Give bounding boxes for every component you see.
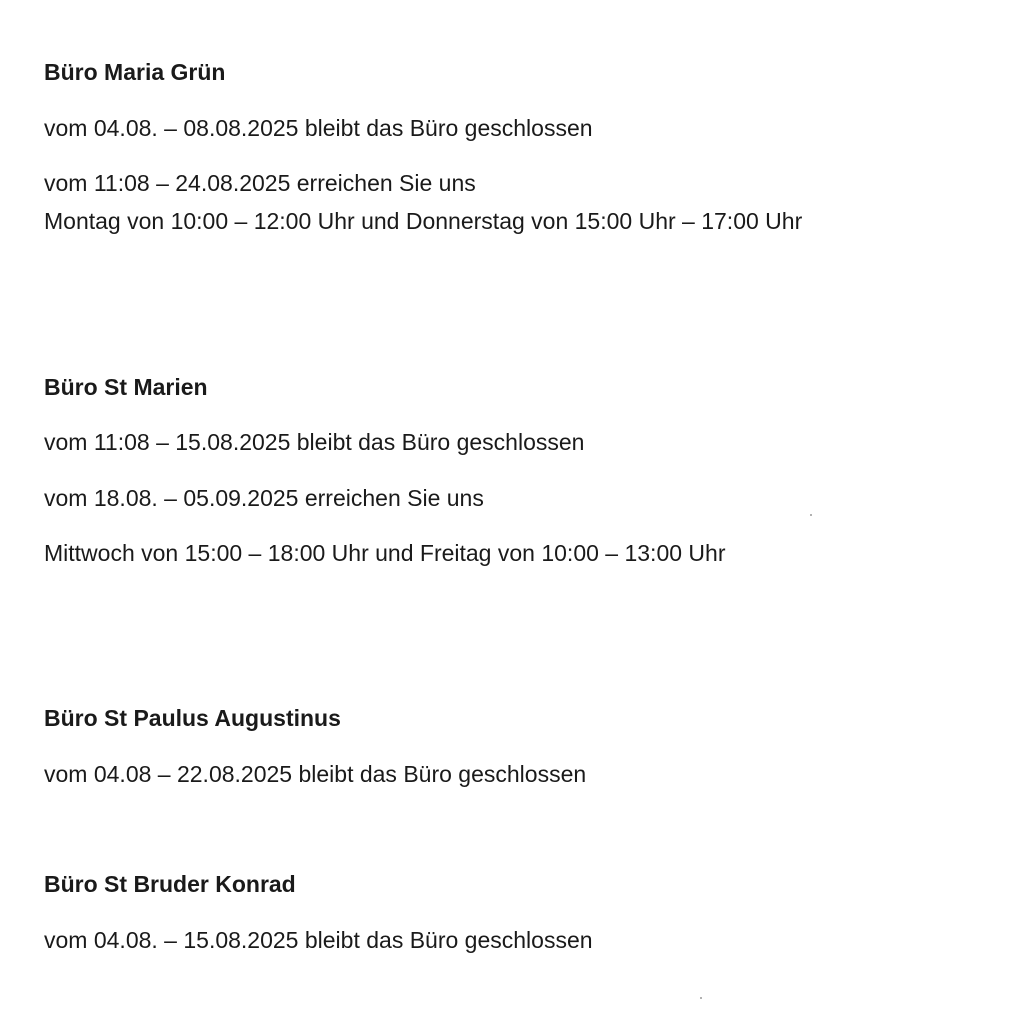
- section-heading-maria-gruen: Büro Maria Grün: [44, 59, 226, 85]
- closure-line: vom 11:08 – 15.08.2025 bleibt das Büro geschlossen: [44, 429, 585, 455]
- scan-speck: [700, 997, 702, 999]
- hours-line: Mittwoch von 15:00 – 18:00 Uhr und Freitag von 10:00 – 13:00 Uhr: [44, 540, 726, 566]
- section-heading-st-bruder-konrad: Büro St Bruder Konrad: [44, 871, 296, 897]
- availability-line: vom 18.08. – 05.09.2025 erreichen Sie uns: [44, 485, 484, 511]
- section-heading-st-marien: Büro St Marien: [44, 374, 208, 400]
- section-heading-st-paulus-augustinus: Büro St Paulus Augustinus: [44, 705, 341, 731]
- scan-speck: [810, 514, 812, 516]
- closure-line: vom 04.08. – 08.08.2025 bleibt das Büro geschlossen: [44, 115, 593, 141]
- closure-line: vom 04.08. – 15.08.2025 bleibt das Büro geschlossen: [44, 927, 593, 953]
- closure-line: vom 04.08 – 22.08.2025 bleibt das Büro geschlossen: [44, 761, 587, 787]
- availability-line: vom 11:08 – 24.08.2025 erreichen Sie uns: [44, 170, 476, 196]
- hours-line: Montag von 10:00 – 12:00 Uhr und Donnerstag von 15:00 Uhr – 17:00 Uhr: [44, 208, 803, 234]
